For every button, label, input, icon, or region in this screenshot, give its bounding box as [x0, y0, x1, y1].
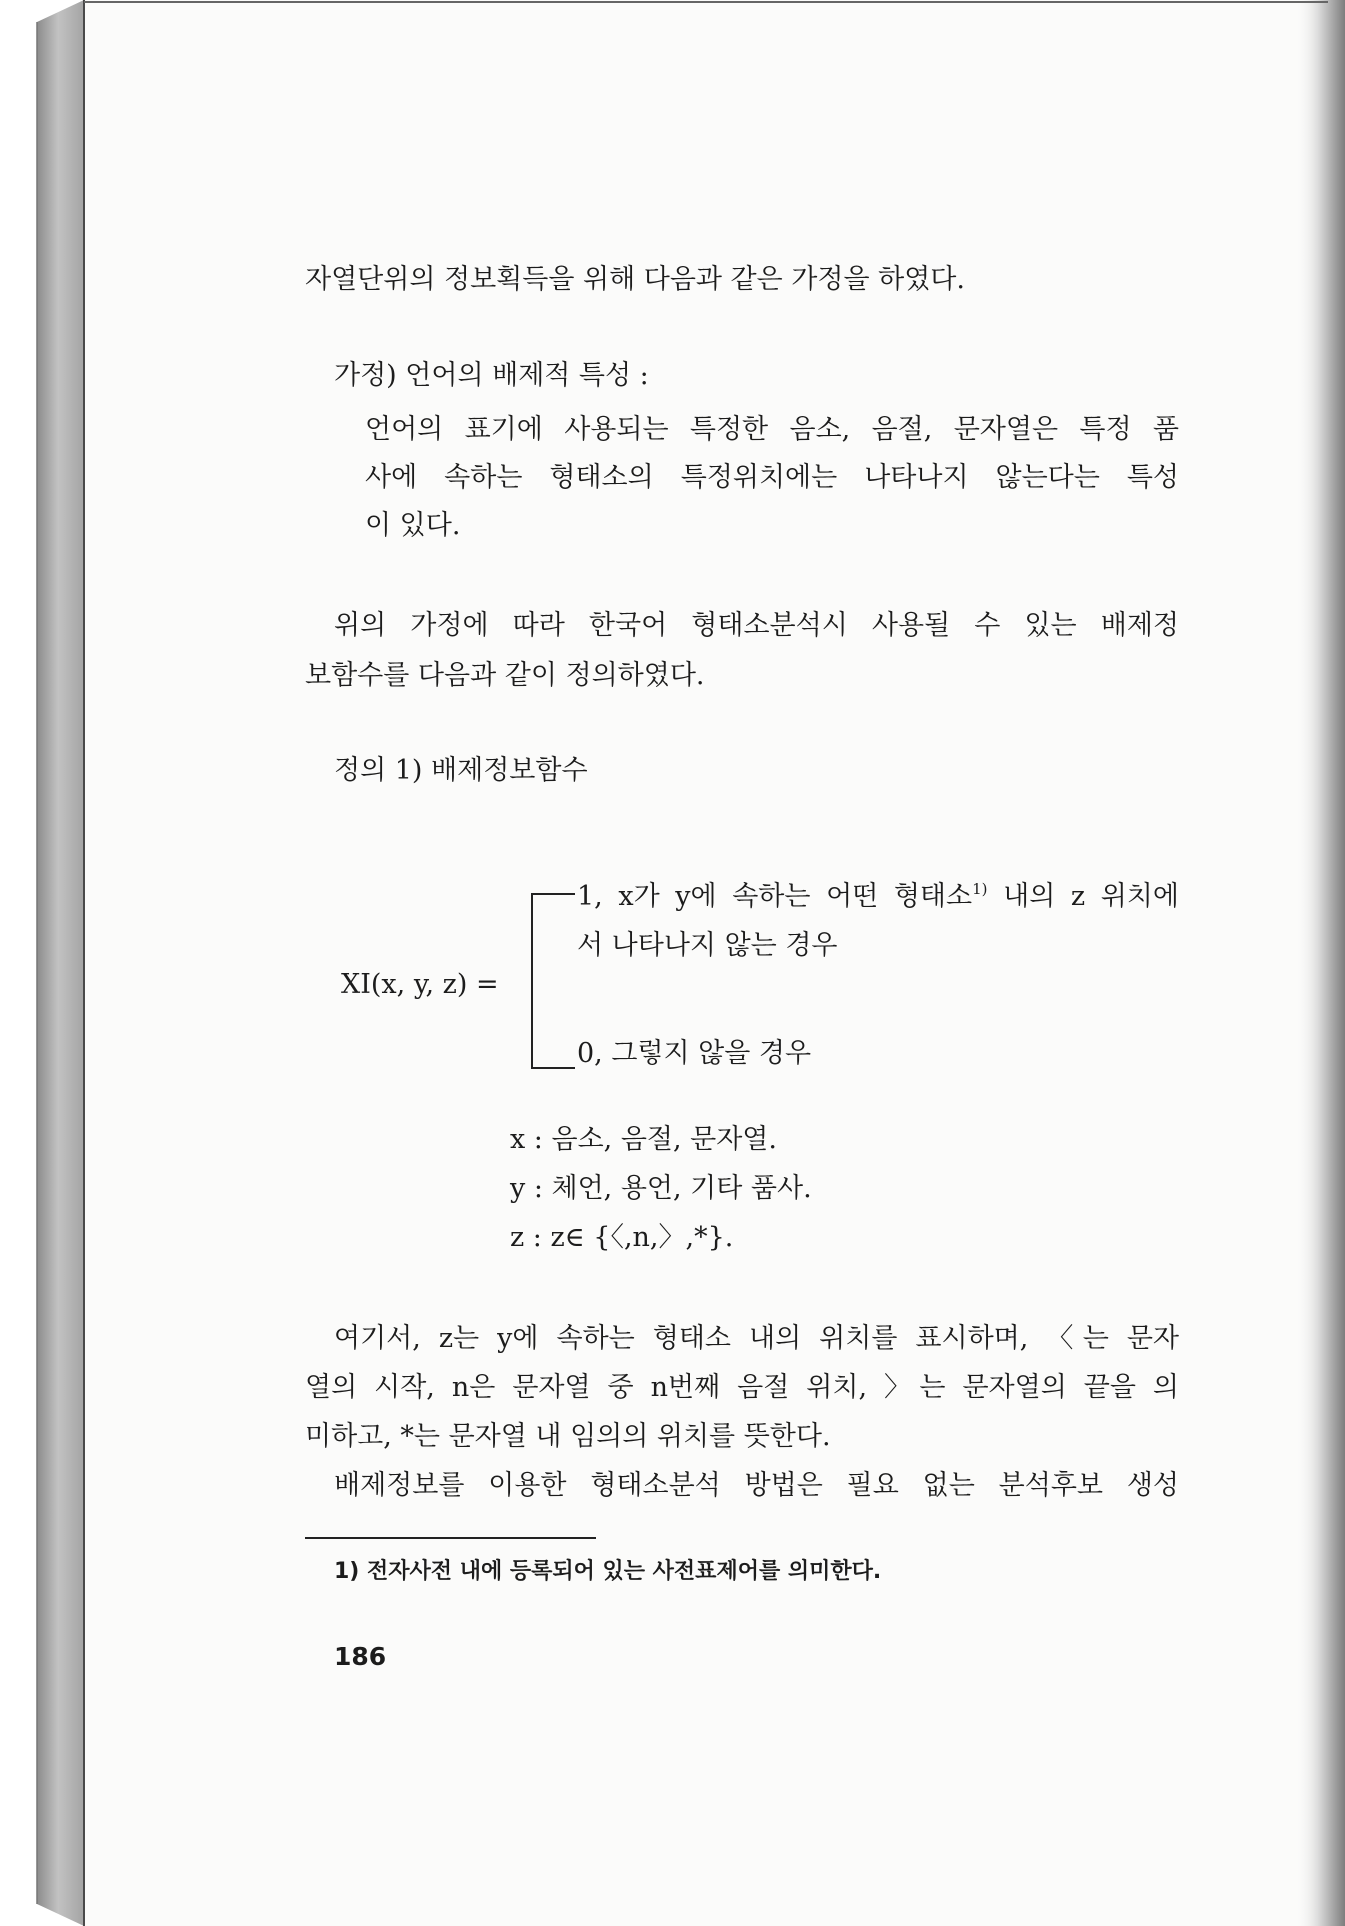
intro-line: 자열단위의 정보획득을 위해 다음과 같은 가정을 하였다. [305, 264, 965, 295]
footnote-divider [305, 1537, 596, 1539]
case-1-line [577, 877, 1179, 917]
page-number: 186 [334, 1642, 387, 1671]
footnote-reference: 1) [972, 880, 988, 898]
page-right-shadow [1296, 0, 1345, 1926]
paragraph-2-line: 열의 시작, n은 문자열 중 n번째 음절 위치, 〉는 문자열의 끝을 의 [305, 1372, 1179, 1403]
case-1-text-rest: 내의 z 위치에 [1003, 881, 1179, 912]
assumption-line: 언어의 표기에 사용되는 특정한 음소, 음절, 문자열은 특정 품 [365, 414, 1179, 445]
assumption-line: 이 있다. [365, 510, 461, 541]
paragraph-1-line: 위의 가정에 따라 한국어 형태소분석시 사용될 수 있는 배제정 [334, 610, 1179, 641]
page-spine-edge [37, 0, 84, 1926]
case-0-line: 0, 그렇지 않을 경우 [577, 1038, 812, 1069]
assumption-heading: 가정) 언어의 배제적 특성 : [334, 360, 649, 391]
variable-definition: x : 음소, 음절, 문자열. [510, 1124, 777, 1155]
paragraph-2-line: 미하고, *는 문자열 내 임의의 위치를 뜻한다. [305, 1421, 831, 1452]
variable-definition: y : 체언, 용언, 기타 품사. [510, 1173, 812, 1204]
case-1-text: 1, x가 y에 속하는 어떤 형태소 [577, 881, 973, 912]
assumption-line: 사에 속하는 형태소의 특정위치에는 나타나지 않는다는 특성 [365, 462, 1179, 493]
definition-heading: 정의 1) 배제정보함수 [334, 755, 588, 786]
paragraph-2-line: 여기서, z는 y에 속하는 형태소 내의 위치를 표시하며, 〈는 문자 [334, 1323, 1179, 1354]
footnote: 1) 전자사전 내에 등록되어 있는 사전표제어를 의미한다. [334, 1559, 882, 1584]
paragraph-1-line: 보함수를 다음과 같이 정의하였다. [305, 660, 705, 691]
paragraph-2-line: 배제정보를 이용한 형태소분석 방법은 필요 없는 분석후보 생성 [334, 1470, 1179, 1501]
function-lhs: XI(x, y, z) = [341, 969, 499, 1000]
case-bracket [531, 893, 575, 1069]
variable-definition: z : z∈ {〈,n,〉,*}. [510, 1222, 734, 1253]
case-1-continuation: 서 나타나지 않는 경우 [577, 930, 838, 961]
